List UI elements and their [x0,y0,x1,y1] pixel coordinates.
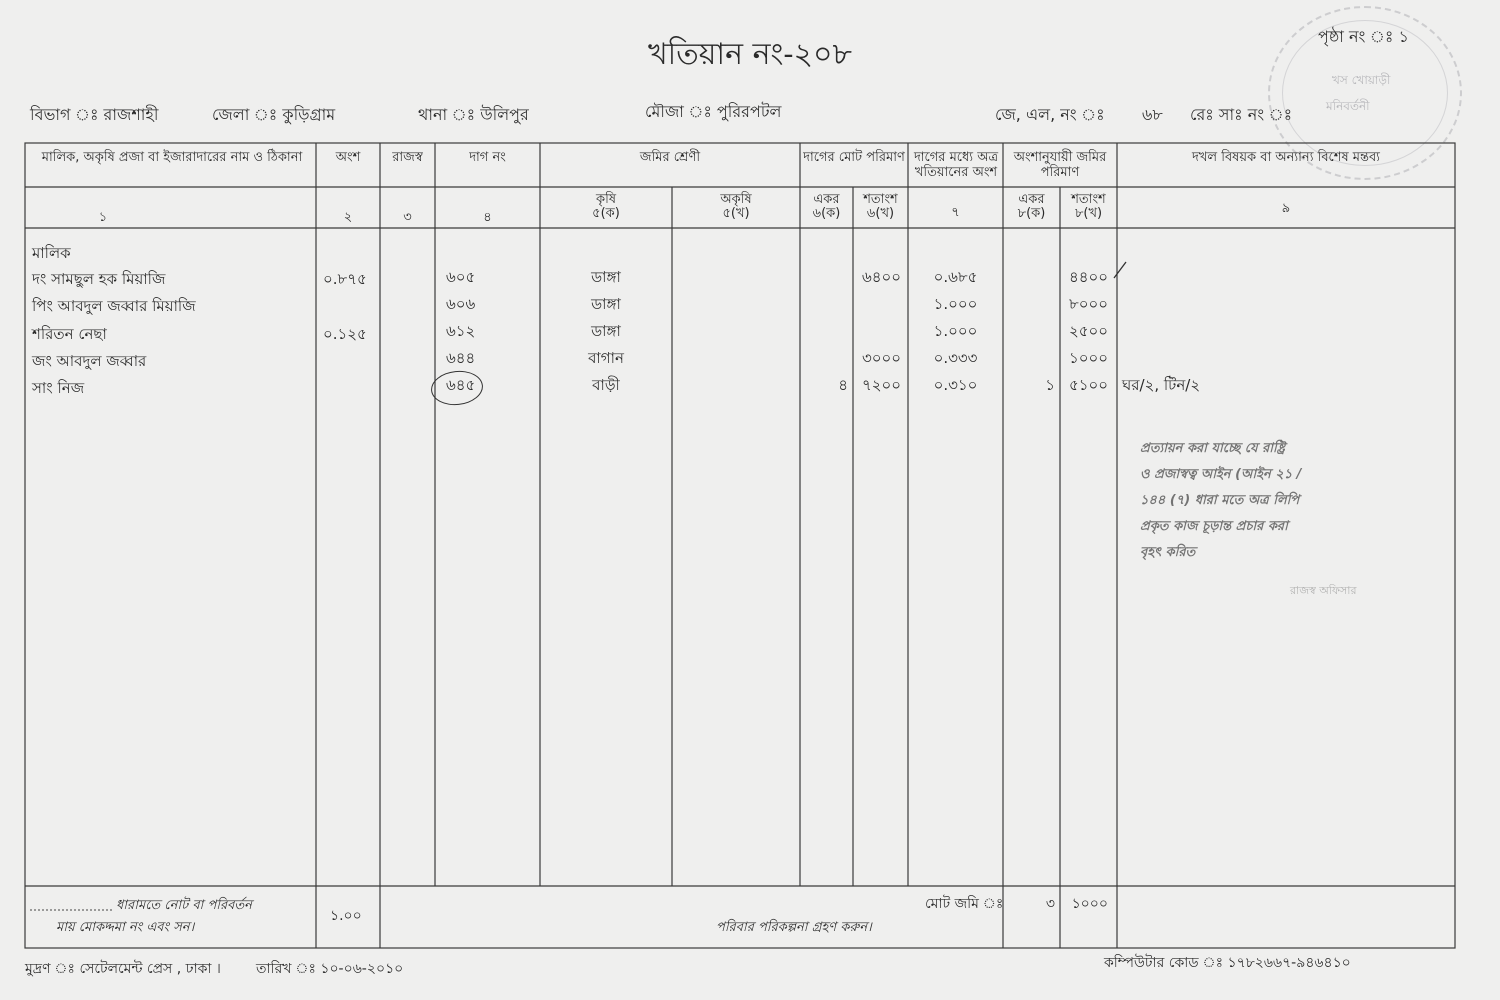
col-num-7: ৭ [951,205,960,220]
note-line-2: মায় মোকদ্দমা নং এবং সন। [56,920,195,935]
note-line-1: ধারামতে নোট বা পরিবর্তন [116,898,252,913]
owner-line: মালিক [32,244,71,262]
land-class: ডাঙ্গা [591,268,621,286]
decimal-b: ৮০০০ [1069,295,1108,313]
remark: ঘর/২, টিন/২ [1122,376,1201,394]
land-class: ডাঙ্গা [591,322,621,340]
land-class: ডাঙ্গা [591,295,621,313]
col-num-3: ৩ [403,210,412,225]
owner-line: পিং আবদুল জব্বার মিয়াজি [32,297,196,315]
decimal: ৩০০০ [861,349,901,367]
document-title: খতিয়ান নং-২০৮ [647,37,853,72]
header-agri-code: ৫(ক) [592,206,620,221]
division: বিভাগ ঃ রাজশাহী [30,105,159,124]
reg-no-label: রেঃ সাঃ নং ঃ [1190,105,1293,124]
decimal-b: ২৫০০ [1069,322,1108,340]
computer-code: কম্পিউটার কোড ঃ ১৭৮২৬৬৭-৯৪৬৪১০ [1104,955,1351,971]
khatian-share: ০.৬৮৫ [933,268,978,286]
decimal: ৭২০০ [861,376,901,394]
header-land-class: জমির শ্রেণী [639,150,701,165]
dag-no: ৬১২ [446,322,476,340]
decimal: ৬৪০০ [862,268,901,286]
header-share-area: অংশানুযায়ী জমির পরিমাণ [1013,150,1107,180]
header-nonagri: অকৃষি [720,192,752,207]
dag-no: ৬০৫ [446,268,476,286]
mouza: মৌজা ঃ পুরিরপটল [645,102,782,121]
stamp-line: প্রত্যায়ন করা যাচ্ছে যে রাষ্ট্রি [1140,441,1286,456]
jl-no-value: ৬৮ [1142,105,1163,124]
khatian-share: ১.০০০ [933,322,978,340]
stamp-line: বৃহৎ করিত [1140,545,1196,560]
header-revenue: রাজস্ব [392,150,423,165]
thana: থানা ঃ উলিপুর [418,105,529,124]
stamp-line: প্রকৃত কাজ চূড়ান্ত প্রচার করা [1140,519,1288,534]
header-decimal-a: শতাংশ [863,192,898,207]
decimal-b: ৪৪০০ [1069,268,1108,286]
header-owner: মালিক, অকৃষি প্রজা বা ইজারাদারের নাম ও ঠিকানা [41,150,303,165]
stamp-line: ১৪৪ (৭) ধারা মতে অত্র লিপি [1140,493,1300,508]
header-acre-b-code: ৮(ক) [1017,206,1046,221]
press-info: মুদ্রণ ঃ সেটেলমেন্ট প্রেস , ঢাকা । [25,961,221,977]
page-number: পৃষ্ঠা নং ঃ ১ [1318,27,1409,46]
share-total: ১.০০ [330,908,362,924]
total-land-label: মোট জমি ঃ [925,896,1004,912]
header-nonagri-code: ৫(খ) [722,206,750,221]
khatian-share: ১.০০০ [933,295,978,313]
col-num-2: ২ [343,210,353,225]
land-class: বাড়ী [592,376,620,394]
dag-no: ৬৪৪ [446,349,476,367]
acre: ৪ [838,376,848,394]
decimal-b: ১০০০ [1069,349,1108,367]
header-khatian-share: দাগের মধ্যে অত্র খতিয়ানের অংশ [913,150,999,180]
land-class: বাগান [588,349,624,367]
certification-stamp [1140,436,1400,566]
print-date: তারিখ ঃ ১০-০৬-২০১০ [256,961,404,977]
col-num-4: ৪ [483,210,492,225]
header-decimal-a-code: ৬(খ) [866,206,895,221]
total-decimal: ১০০০ [1071,896,1108,912]
header-acre-b: একর [1018,192,1045,207]
decimal-b: ৫১০০ [1069,376,1108,394]
khatian-share: ০.৩১০ [933,376,978,394]
dag-no: ৬০৬ [446,295,476,313]
header-remarks: দখল বিষয়ক বা অন্যান্য বিশেষ মন্তব্য [1192,150,1380,165]
jl-no-label: জে, এল, নং ঃ [995,105,1105,124]
seal-text-1: খস খোয়াড়ী [1332,73,1391,87]
header-decimal-b-code: ৮(খ) [1074,206,1103,221]
col-num-1: ১ [98,210,108,225]
header-acre-a-code: ৬(ক) [812,206,841,221]
header-share: অংশ [335,150,361,165]
header-decimal-b: শতাংশ [1071,192,1106,207]
stamp-signature: রাজস্ব অফিসার [1290,584,1357,597]
seal-text-2: মনিবর্তনী [1326,99,1370,113]
share-value: ০.১২৫ [323,325,367,343]
acre-b: ১ [1045,376,1055,394]
header-agri: কৃষি [596,192,616,207]
owner-line: সাং নিজ [32,379,85,397]
owner-line: শরিতন নেছা [32,325,107,343]
col-num-9: ৯ [1281,201,1291,216]
khatian-share: ০.৩৩৩ [933,349,978,367]
district: জেলা ঃ কুড়িগ্রাম [212,105,336,124]
owner-line: জং আবদুল জব্বার [32,352,147,370]
header-dag-no: দাগ নং [469,150,506,165]
family-planning-note: পরিবার পরিকল্পনা গ্রহণ করুন। [716,920,872,935]
owner-line: দং সামছুল হক মিয়াজি [32,270,166,288]
header-acre-a: একর [813,192,840,207]
stamp-line: ও প্রজাস্বত্ব আইন (আইন ২১ / [1140,467,1302,482]
share-value: ০.৮৭৫ [323,270,367,288]
header-dag-total-area: দাগের মোট পরিমাণ [803,150,905,165]
dag-no: ৬৪৫ [446,376,476,394]
total-acre: ৩ [1045,896,1055,912]
